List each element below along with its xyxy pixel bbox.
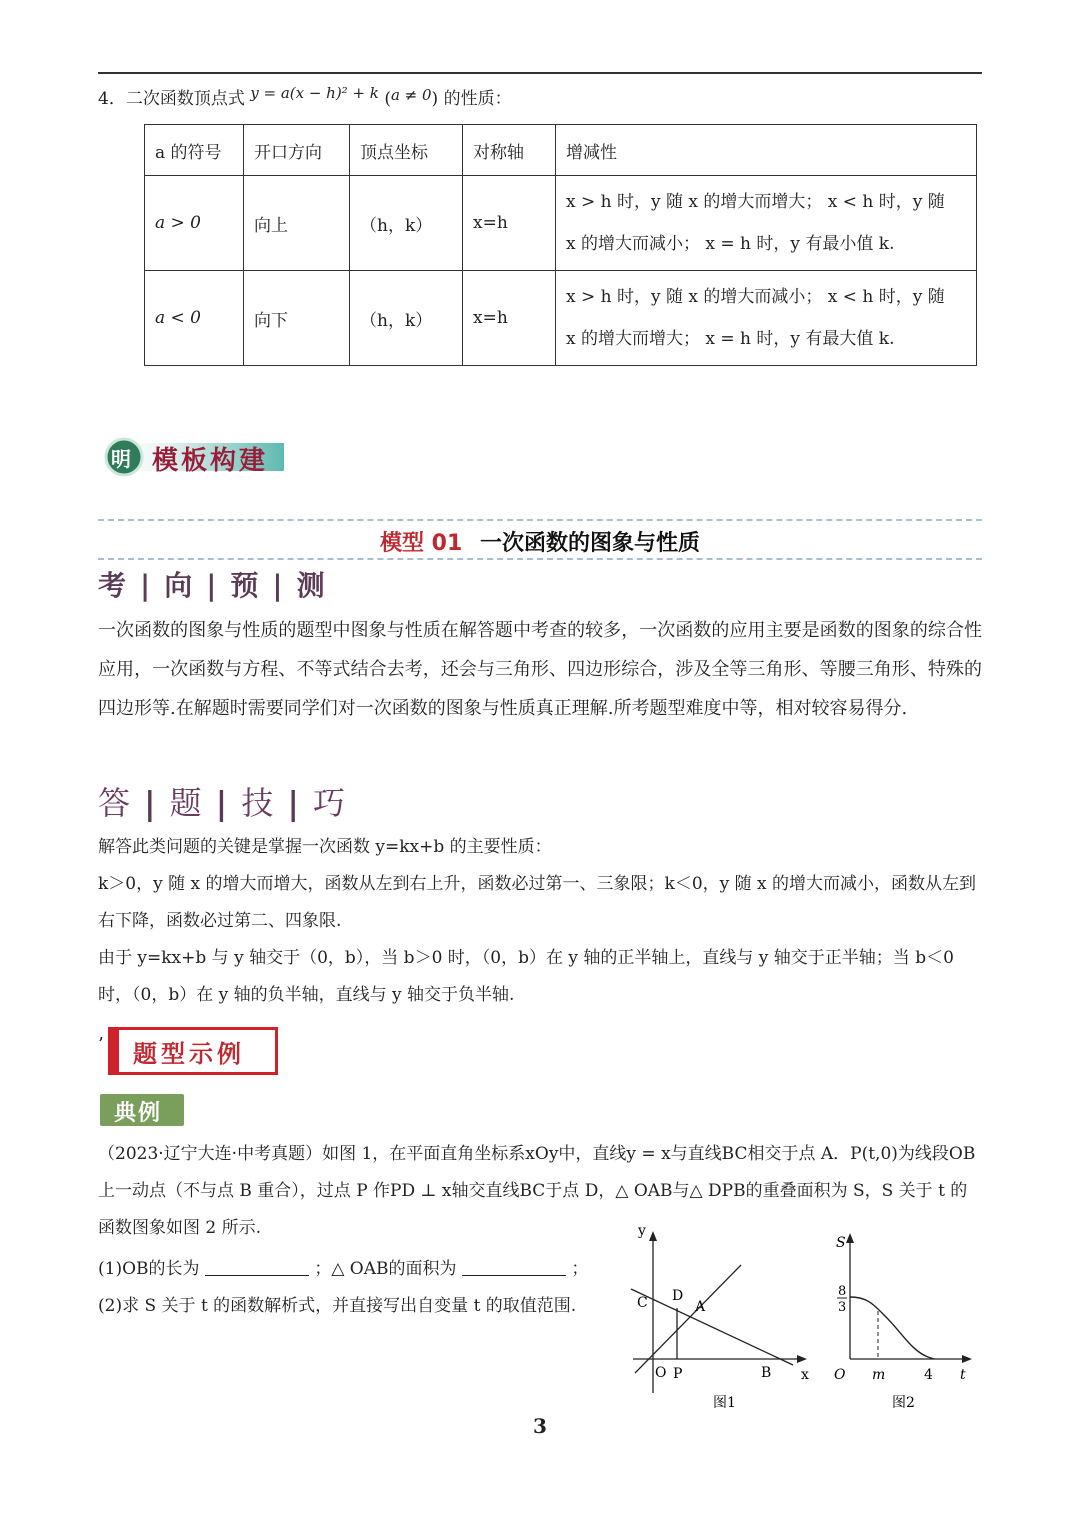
tips-line3: 由于 y=kx+b 与 y 轴交于（0，b），当 b＞0 时，（0，b）在 y 轴的正半轴上，直线与 y 轴交于正半轴；当 b＜0 时，（0，b）在 y 轴的负半轴，直线与 y 轴交于负半轴. <box>98 948 954 1005</box>
fig2-caption: 图2 <box>892 1395 915 1410</box>
header-monotonicity: 增减性 <box>556 125 977 176</box>
badge-icon-char: 明 <box>111 447 131 471</box>
cell-direction: 向上 <box>244 176 350 271</box>
type-example-badge <box>108 1027 278 1075</box>
fig1-label-a: A <box>695 1299 706 1315</box>
dashed-rule-bottom <box>98 558 982 560</box>
model-title <box>0 526 1080 557</box>
fig1-label-y: y <box>638 1225 646 1239</box>
fig1-x-arrow <box>797 1355 807 1363</box>
heading-char: 测 <box>296 569 329 602</box>
figure-1 <box>625 1225 815 1410</box>
fig1-caption: 图1 <box>713 1395 736 1410</box>
tips-heading: 答 | 题 | 技 | 巧 <box>98 784 349 822</box>
fig1-label-x: x <box>801 1367 809 1383</box>
badge-bar <box>111 1030 119 1072</box>
table-row <box>145 176 977 271</box>
cell-sign: a < 0 <box>145 271 244 366</box>
fig1-label-p: P <box>673 1366 683 1382</box>
answer-blank-area[interactable] <box>462 1257 566 1276</box>
q1-text-b: ；△ OAB的面积为 <box>314 1259 457 1279</box>
cell-direction: 向下 <box>244 271 350 366</box>
heading-char: 题 <box>169 784 206 822</box>
answer-blank-ob[interactable] <box>205 1257 309 1276</box>
dashed-rule-top <box>98 519 982 521</box>
heading-char: 考 <box>98 569 131 602</box>
fig2-label-s: S <box>836 1235 846 1251</box>
cell-axis: x=h <box>463 176 556 271</box>
fig1-label-d: D <box>672 1288 684 1304</box>
fig2-label-t: t <box>960 1367 966 1383</box>
example-badge <box>100 1094 184 1126</box>
fig2-s-arrow <box>846 1233 854 1243</box>
heading-char: 答 <box>98 784 135 822</box>
fig2-label-o: O <box>834 1367 846 1383</box>
header-vertex: 顶点坐标 <box>350 125 463 176</box>
cell-sign: a > 0 <box>145 176 244 271</box>
cell-vertex: （h，k） <box>350 271 463 366</box>
header-axis: 对称轴 <box>463 125 556 176</box>
fig1-label-c: C <box>637 1295 648 1311</box>
vertex-form-formula: y = a(x − h)² + k <box>250 84 379 102</box>
header-sign: a 的符号 <box>145 125 244 176</box>
heading-char: 向 <box>164 569 197 602</box>
monotonicity-line2: x 的增大而减小； x = h 时，y 有最小值 k. <box>566 234 895 254</box>
template-building-badge <box>104 437 288 477</box>
fig1-line-bc <box>631 1289 793 1365</box>
fig2-frac-den: 3 <box>838 1300 847 1315</box>
model-number: 模型 01 <box>380 531 463 556</box>
tips-line2: k＞0，y 随 x 的增大而增大，函数从左到右上升，函数必过第一、三象限；k＜0，y 随 x 的增大而减小，函数从左到右下降，函数必过第二、四象限. <box>98 874 977 931</box>
fig2-frac-num: 8 <box>838 1284 847 1299</box>
top-rule <box>98 72 982 74</box>
monotonicity-line1: x > h 时，y 随 x 的增大而减小； x < h 时，y 随 <box>566 287 945 307</box>
exam-forecast-heading: 考 | 向 | 预 | 测 <box>98 569 329 602</box>
section-4-prefix: 4．二次函数顶点式 <box>98 89 245 109</box>
problem-text: （2023·辽宁大连·中考真题）如图 1，在平面直角坐标系xOy中，直线y = x与直线BC相交于点 A．P(t,0)为线段OB上一动点（不与点 B 重合），过点 P 作PD ⊥ x轴交直线BC于点 D，△ OAB与△ DPB的重叠面积为 S，S 关于 t 的函数图象如图 2 所示. <box>98 1144 976 1238</box>
table-row <box>145 271 977 366</box>
heading-char: 巧 <box>312 784 349 822</box>
example-badge-label: 典例 <box>114 1100 163 1126</box>
question-2: (2)求 S 关于 t 的函数解析式，并直接写出自变量 t 的取值范围. <box>98 1296 577 1316</box>
tips-line1: 解答此类问题的关键是掌握一次函数 y=kx+b 的主要性质： <box>98 837 552 857</box>
stray-mark: ’ <box>98 1034 104 1055</box>
section-4-suffix: 的性质： <box>443 89 512 109</box>
fig1-line-y-eq-x <box>635 1265 741 1373</box>
header-direction: 开口方向 <box>244 125 350 176</box>
fig1-label-o: O <box>655 1365 667 1381</box>
cell-monotonicity <box>556 271 977 366</box>
section-4-heading: 4．二次函数顶点式 y = a(x − h)² + k (a ≠ 0) 的性质： <box>98 84 512 109</box>
cell-axis: x=h <box>463 271 556 366</box>
exam-forecast-text: 一次函数的图象与性质的题型中图象与性质在解答题中考查的较多，一次函数的应用主要是函数的图象的综合性应用，一次函数与方程、不等式结合去考，还会与三角形、四边形综合，涉及全等三角形、等腰三角形、特殊的四边形等.在解题时需要同学们对一次函数的图象与性质真正理解.所考题型难度中等，相对较容易得分. <box>98 620 982 719</box>
type-example-label: 题型示例 <box>133 1039 245 1068</box>
question-1 <box>98 1254 588 1279</box>
cell-monotonicity <box>556 176 977 271</box>
fig2-label-m: m <box>872 1367 886 1383</box>
fig2-t-arrow <box>962 1355 972 1363</box>
vertex-form-condition: a ≠ 0 <box>390 86 432 104</box>
model-title-text: 一次函数的图象与性质 <box>479 531 700 556</box>
fig1-y-arrow <box>649 1231 657 1241</box>
badge-label: 模板构建 <box>152 446 269 476</box>
q1-text-end: ； <box>571 1259 589 1279</box>
cell-vertex: （h，k） <box>350 176 463 271</box>
figure-2 <box>828 1225 980 1410</box>
monotonicity-line1: x > h 时，y 随 x 的增大而增大； x < h 时，y 随 <box>566 192 945 212</box>
quadratic-properties-table <box>144 124 977 366</box>
table-header-row <box>145 125 977 176</box>
monotonicity-line2: x 的增大而增大； x = h 时，y 有最大值 k. <box>566 329 895 349</box>
fig1-label-b: B <box>761 1365 772 1381</box>
page-number: 3 <box>533 1414 547 1438</box>
heading-char: 预 <box>230 569 263 602</box>
q1-text-a: (1)OB的长为 <box>98 1259 200 1279</box>
fig2-curve <box>850 1297 934 1359</box>
heading-char: 技 <box>241 784 278 822</box>
fig2-label-4: 4 <box>924 1367 933 1383</box>
